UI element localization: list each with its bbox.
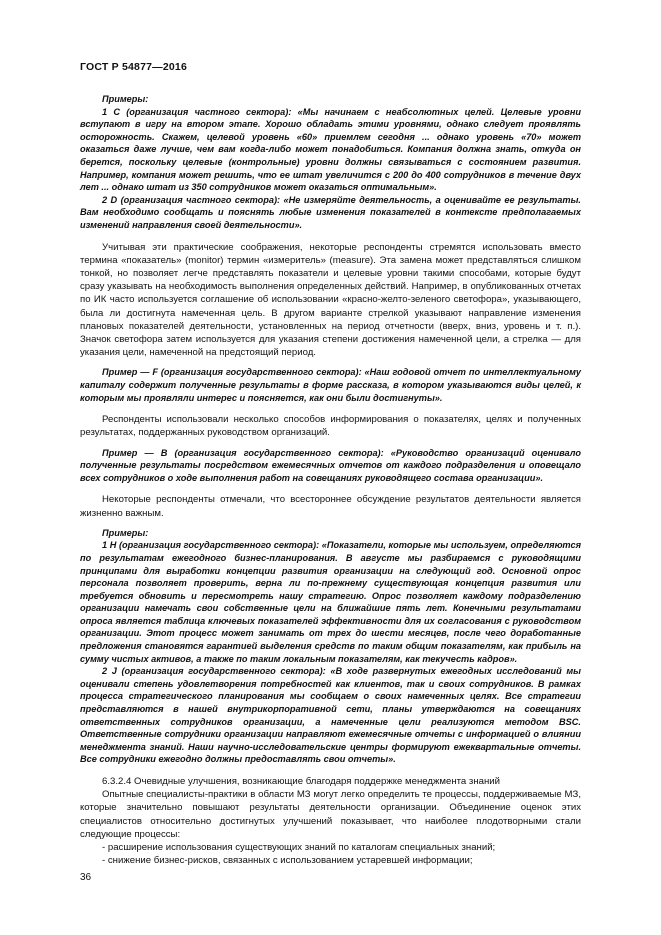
- page-number: 36: [80, 872, 92, 883]
- list-item: - снижение бизнес-рисков, связанных с использованием устаревшей информации;: [102, 855, 473, 867]
- paragraph-respondents: Респонденты использовали несколько способов информирования о показателях, целях и полученных результатах, поддержанных руководством организаций.: [80, 414, 581, 439]
- paragraph-discussion: Некоторые респонденты отмечали, что всестороннее обсуждение результатов деятельности является жизненно важным.: [80, 494, 581, 519]
- examples-heading: Примеры:: [102, 94, 149, 104]
- paragraph-practitioners: Опытные специалисты-практики в области МЗ могут легко определить те процессы, поддерживаемые МЗ, которые значительно повышают результаты деятельности организации. Объединение оценок этих специалистов относительно достигнутых улучшений показывает, что наиболее плодотворными стали следующие процессы:: [80, 789, 581, 840]
- example-c: 1 C (организация частного сектора): «Мы начинаем с неабсолютных целей. Целевые уровни вступают в игру на втором этапе. Хорошо обладать этими уровнями, однако следует проявлять осторожность. Скажем, целевой уровень «60» приемлем сегодня ... однако уровень «70» может оказаться даже лучше, чем вам когда-либо может понадобиться. Компания должна знать, откуда он берется, поскольку целевые (контрольные) уровни должны связываться с состоянием развития. Например, компания может решить, что ее штат увеличится с 200 до 400 сотрудников в течение двух лет ... однако штат из 350 сотрудников может оказаться оптимальным».: [80, 106, 581, 193]
- example-j: 2 J (организация государственного сектора): «В ходе развернутых ежегодных исследований мы оценивали степень удовлетворения потребностей как клиентов, так и своих сотрудников. В рамках процесса стратегического планирования мы сообщаем о своих намеченных целях. Все стратегии представляются в нашей внутрикорпоративной сети, планы утверждаются на совещаниях ответственных сотрудников организации, а намеченные цели реализуются методом BSC. Ответственные сотрудники организации направляют ежемесячные отчеты с информацией о влиянии менеджмента знаний. Наши научно-исследовательские центры формируют ежеквартальные отчеты. Все сотрудники ежегодно должны предоставлять свои отчеты».: [80, 666, 581, 765]
- example-d: 2 D (организация частного сектора): «Не измеряйте деятельность, а оценивайте ее результаты. Вам необходимо сообщать и пояснять любые изменения показателей в контексте предполагаемых изменений направления своей деятельности».: [80, 194, 581, 230]
- paragraph-measure: Учитывая эти практические соображения, некоторые респонденты стремятся использовать вместо термина «показатель» (monitor) термин «измеритель» (measure). Эта замена может представляться слишком тонкой, но позволяет легче представлять показатели и целевые уровни такими способами, которые будут сразу указывать на необходимость выполнения определенных действий. Например, в опубликованных отчетах по ИК часто используется соглашение об использовании «красно-желто-зеленого светофора», указывающего, была ли достигнута намеченная цель. В другом варианте стрелкой указывают направление изменения плановых показателей деятельности, установленных на период отчетности (вверх, вниз, уровень и т. п.). Значок светофора затем используется для указания степени достижения намеченной цели, а стрелка — для указания цели, намеченной на предстоящий период.: [80, 241, 581, 359]
- section-heading: 6.3.2.4 Очевидные улучшения, возникающие благодаря поддержке менеджмента знаний: [102, 776, 500, 788]
- example-b: Пример — B (организация государственного сектора): «Руководство организаций оценивало полученные результаты посредством ежемесячных отчетов от каждого подразделения и оповещало всех сотрудников о ходе выполнения работ на совещаниях руководящего состава организации».: [80, 447, 581, 483]
- document-header: ГОСТ Р 54877—2016: [80, 61, 188, 73]
- example-f: Пример — F (организация государственного сектора): «Наш годовой отчет по интеллектуальному капиталу содержит полученные результаты в форме рассказа, в котором указываются виды целей, к которым мы проявляли интерес и поясняется, как они были достигнуты».: [80, 367, 581, 403]
- example-h: 1 H (организация государственного сектора): «Показатели, которые мы используем, определяются по результатам ежегодного бизнес-планирования. В августе мы разбираемся с руководящими принципами для выработки концепции развития организации на следующий год. Основной опрос персонала позволяет проверить, верна ли по-прежнему существующая концепция развития или требуется обновить и пересмотреть нашу стратегию. Опрос позволяет каждому подразделению организации намечать свои собственные цели на ближайшие пять лет. Конечными результатами опроса является таблица ключевых показателей эффективности для их согласования с руководством организации. Этот процесс может занимать от трех до шести месяцев, после чего доработанные предложения становятся гарантией выделения средств по таким общим показателям, как прибыль на сумму чистых активов, а также по таким локальным показателям, как текучесть кадров».: [80, 540, 581, 664]
- list-item: - расширение использования существующих знаний по каталогам специальных знаний;: [102, 842, 496, 854]
- process-list: [80, 841, 581, 867]
- page-body: [80, 93, 581, 867]
- examples-heading-2: Примеры:: [102, 527, 149, 538]
